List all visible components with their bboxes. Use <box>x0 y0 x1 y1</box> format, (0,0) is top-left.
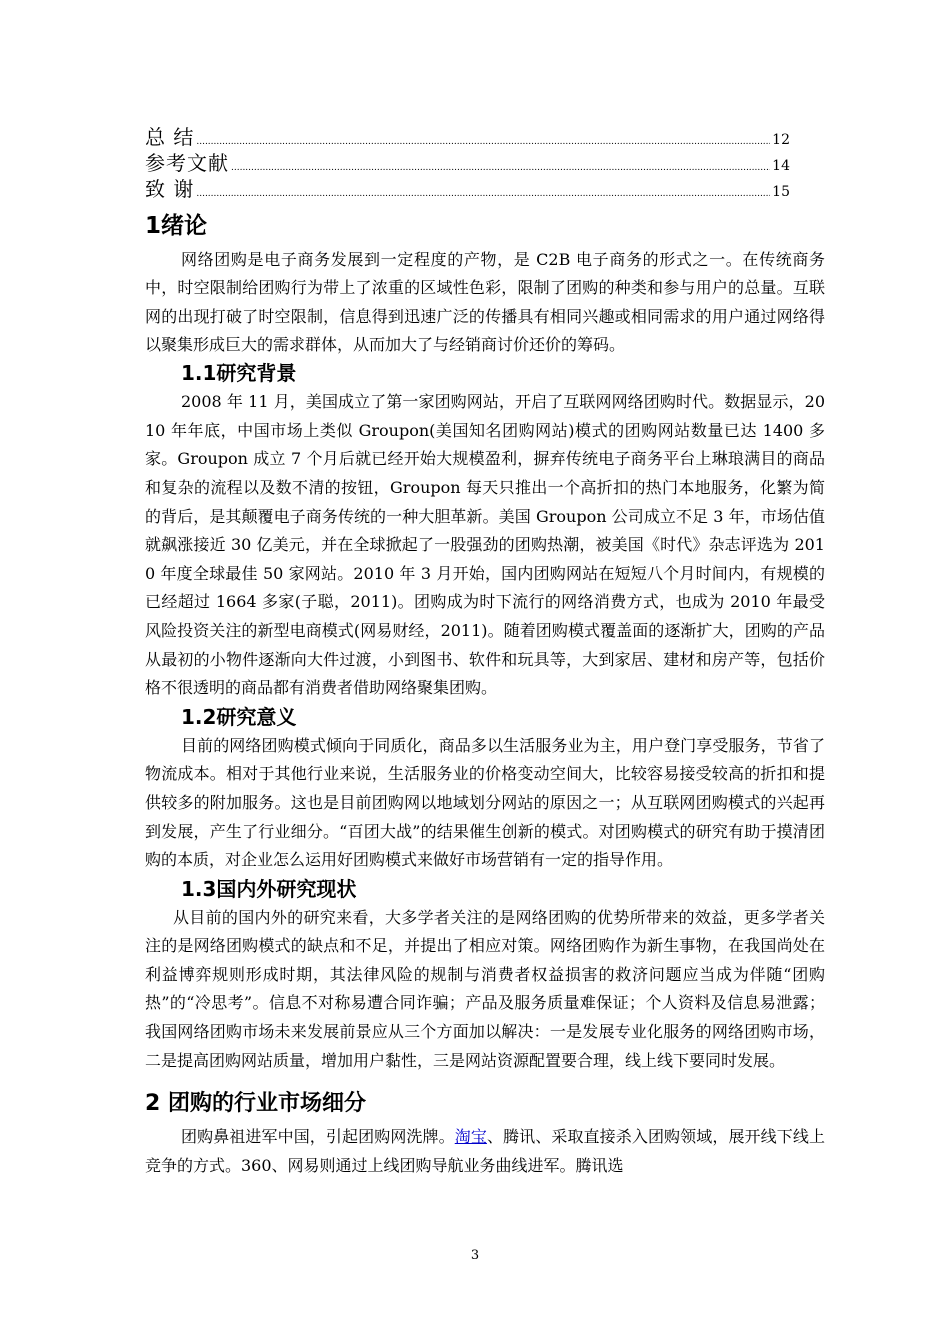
table-of-contents <box>145 124 790 202</box>
taobao-link[interactable]: 淘宝 <box>454 1127 487 1147</box>
toc-entry-label: 致 谢 <box>145 177 195 201</box>
toc-dot-leader <box>196 181 770 207</box>
toc-dot-leader <box>196 129 770 155</box>
paragraph-market-segmentation <box>145 1123 825 1180</box>
toc-entry-label: 参考文献 <box>145 151 229 175</box>
heading-research-background: 1.1研究背景 <box>181 361 297 386</box>
document-body <box>145 206 825 1180</box>
paragraph-research-background: 2008 年 11 月，美国成立了第一家团购网站，开启了互联网网络团购时代。数据显示，2010 年年底，中国市场上类似 Groupon(美国知名团购网站)模式的团购网站数量已达 1400 多家。Groupon 成立 7 个月后就已经开始大规模盈利，摒弃传统电子商务平台上琳琅满目的商品和复杂的流程以及数不清的按钮，Groupon 每天只推出一个高折扣的热门本地服务，化繁为简的背后，是其颠覆电子商务传统的一种大胆革新。美国 Groupon 公司成立不足 3 年，市场估值就飙涨接近 30 亿美元，并在全球掀起了一股强劲的团购热潮，被美国《时代》杂志评选为 2010 年度全球最佳 50 家网站。2010 年 3 月开始，国内团购网站在短短八个月时间内，有规模的已经超过 1664 多家(子聪，2011)。团购成为时下流行的网络消费方式，也成为 2010 年最受风险投资关注的新型电商模式(网易财经，2011)。随着团购模式覆盖面的逐渐扩大，团购的产品从最初的小物件逐渐向大件过渡，小到图书、软件和玩具等，大到家居、建材和房产等，包括价格不很透明的商品都有消费者借助网络聚集团购。 <box>145 392 825 698</box>
toc-entry-page: 12 <box>772 132 790 148</box>
toc-entry-page: 15 <box>772 184 790 200</box>
toc-entry-label: 总 结 <box>145 125 195 149</box>
paragraph-research-status: 从目前的国内外的研究来看，大多学者关注的是网络团购的优势所带来的效益，更多学者关注的是网络团购模式的缺点和不足，并提出了相应对策。网络团购作为新生事物，在我国尚处在利益博弈规则形成时期，其法律风险的规制与消费者权益损害的救济问题应当成为伴随“团购热”的“冷思考”。信息不对称易遭合同诈骗；产品及服务质量难保证；个人资料及信息易泄露；我国网络团购市场未来发展前景应从三个方面加以解决：一是发展专业化服务的网络团购市场，二是提高团购网站质量，增加用户黏性，三是网站资源配置要合理，线上线下要同时发展。 <box>145 907 825 1070</box>
text-span: 、腾讯、采取直接杀入团购领域，展开线下线上竞争的方式。360、网易则通过上线团购导航业务曲线进军。腾讯选 <box>145 1127 825 1175</box>
paragraph-research-significance: 目前的网络团购模式倾向于同质化，商品多以生活服务业为主，用户登门享受服务，节省了物流成本。相对于其他行业来说，生活服务业的价格变动空间大，比较容易接受较高的折扣和提供较多的附加服务。这也是目前团购网以地域划分网站的原因之一；从互联网团购模式的兴起再到发展，产生了行业细分。“百团大战”的结果催生创新的模式。对团购模式的研究有助于摸清团购的本质，对企业怎么运用好团购模式来做好市场营销有一定的指导作用。 <box>145 735 825 870</box>
toc-entry-summary[interactable] <box>145 124 790 150</box>
paragraph-introduction: 网络团购是电子商务发展到一定程度的产物，是 C2B 电子商务的形式之一。在传统商务中，时空限制给团购行为带上了浓重的区域性色彩，限制了团购的种类和参与用户的总量。互联网的出现打破了时空限制，信息得到迅速广泛的传播具有相同兴趣或相同需求的用户通过网络得以聚集形成巨大的需求群体，从而加大了与经销商讨价还价的筹码。 <box>145 250 825 354</box>
text-span: 团购鼻祖进军中国，引起团购网洗牌。 <box>181 1127 455 1147</box>
page-number: 3 <box>470 1248 480 1263</box>
heading-research-significance: 1.2研究意义 <box>181 704 297 729</box>
toc-dot-leader <box>231 155 770 181</box>
toc-entry-page: 14 <box>772 158 790 174</box>
heading-research-status: 1.3国内外研究现状 <box>181 876 357 901</box>
heading-market-segmentation: 2 团购的行业市场细分 <box>145 1091 366 1117</box>
heading-introduction: 1绪论 <box>145 213 208 239</box>
